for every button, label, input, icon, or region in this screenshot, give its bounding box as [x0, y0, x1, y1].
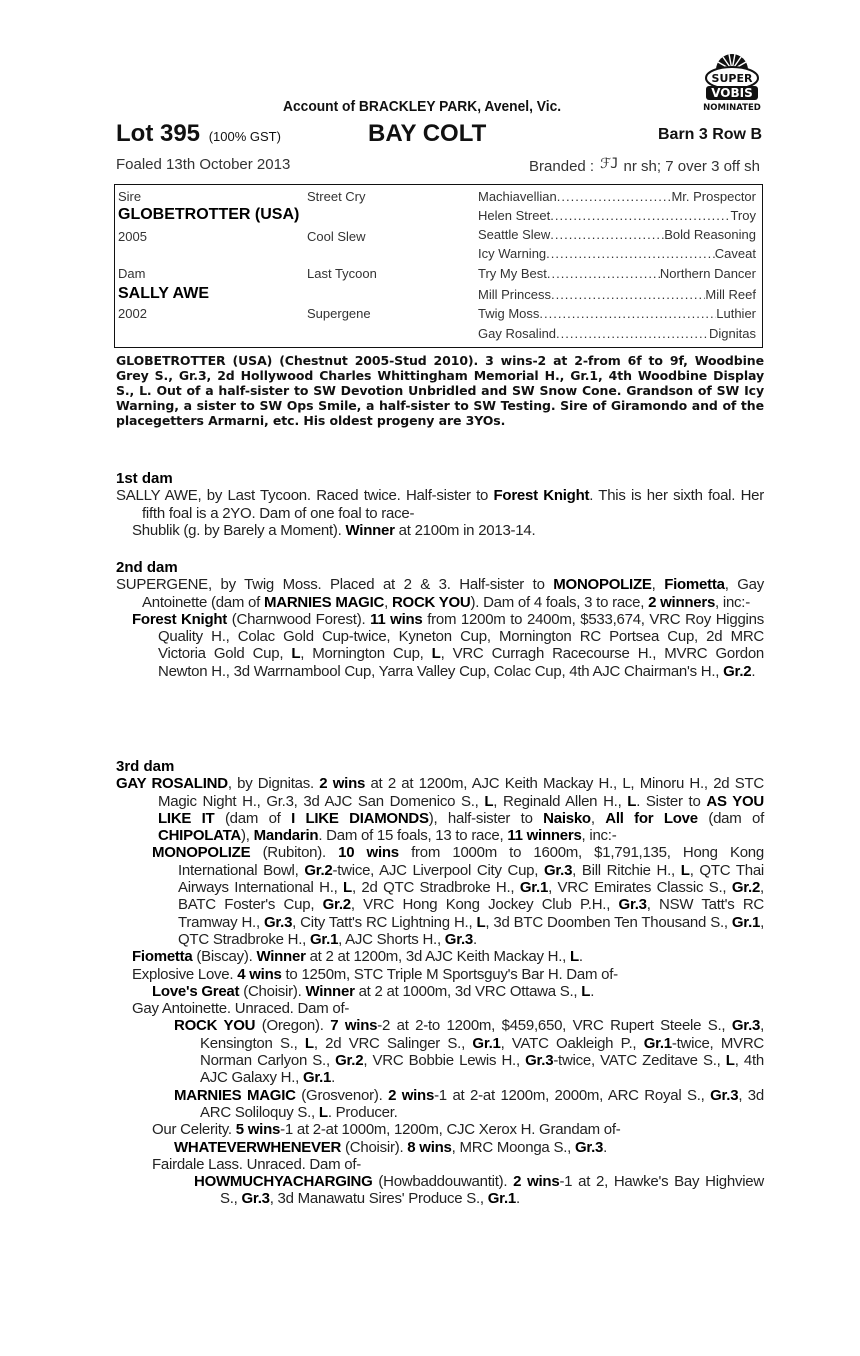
text-run: , inc:- [715, 593, 750, 611]
text-run-bold: Gr.1 [731, 913, 761, 931]
leader-dots [550, 208, 730, 223]
text-run: at 2 at 1200m, AJC Keith Mackay H., L, Minoru H., 2d STC Magic Night H., Gr.3, 3d AJC San Domenico S., [158, 775, 764, 810]
text-run: . [472, 930, 477, 948]
progeny-entry: Gay Antoinette. Unraced. Dam of- [132, 1000, 350, 1018]
section-heading: 3rd dam [116, 758, 175, 775]
leader-dots [551, 287, 705, 302]
progeny-entry [116, 611, 764, 680]
text-run-bold: Forest Knight [493, 487, 590, 505]
ancestor-right: Caveat [714, 246, 756, 261]
text-run: (Charnwood Forest). [227, 610, 371, 628]
text-run: -2 at 2-to 1200m, $459,650, VRC Rupert Steele S., [377, 1017, 732, 1035]
dam-sire: Last Tycoon [307, 266, 377, 281]
text-run: , 2d VRC Salinger S., [313, 1034, 473, 1052]
text-run: Our Celerity. [152, 1121, 236, 1139]
text-run: , 3d BTC Doomben Ten Thousand S., [485, 913, 732, 931]
ancestor-row [478, 208, 756, 223]
progeny-entry [116, 1139, 764, 1156]
badge-nominated-text: NOMINATED [703, 103, 761, 112]
text-run: , [590, 809, 606, 827]
leader-dots [550, 227, 664, 242]
section-heading: 1st dam [116, 470, 173, 487]
text-run-bold: Gr.1 [309, 930, 339, 948]
text-run: Shublik (g. by Barely a Moment). [132, 521, 346, 539]
text-run: to 1250m, STC Triple M Sportsguy's Bar H. Dam of- [281, 965, 618, 983]
text-run: , 2d QTC Stradbroke H., [351, 879, 520, 897]
text-run-bold: MARNIES MAGIC [174, 1086, 296, 1104]
section-heading: 2nd dam [116, 559, 178, 576]
dam-paragraph [116, 775, 764, 844]
text-run-bold: Gr.1 [643, 1034, 672, 1052]
text-run: , VRC Emirates Classic S., [548, 879, 732, 897]
ancestor-left: Machiavellian [478, 189, 557, 204]
ancestor-row [478, 266, 756, 281]
text-run-bold: CHIPOLATA [158, 827, 242, 845]
text-run: , by Dignitas. [227, 775, 320, 793]
sire-year: 2005 [118, 229, 147, 244]
text-run: , VATC Oakleigh P., [500, 1034, 644, 1052]
dam-year: 2002 [118, 306, 147, 321]
text-run: , 4th AJC Galaxy H., [200, 1052, 764, 1087]
text-run: , VRC Curragh Racecourse H., MVRC Gordon Newton H., 3d Warrnambool Cup, Yarra Valley Cup, Colac Cup, 4th AJC Chairman's H., [158, 645, 765, 680]
ancestor-row [478, 189, 756, 204]
text-run-bold: Winner [256, 948, 306, 966]
text-run-bold: 2 winners [648, 593, 716, 611]
text-run: (Grosvenor). [295, 1086, 389, 1104]
ancestor-row [478, 326, 756, 341]
text-run: , QTC Stradbroke H., [178, 913, 764, 948]
text-run: SALLY AWE, by Last Tycoon. Raced twice. Half-sister to [116, 487, 494, 505]
ancestor-row [478, 246, 756, 261]
text-run: , VRC Bobbie Lewis H., [363, 1052, 526, 1070]
progeny-entry [116, 1087, 764, 1122]
text-run-bold: L [569, 948, 579, 966]
text-run: , VRC Hong Kong Jockey Club P.H., [350, 896, 619, 914]
text-run: ), half-sister to [428, 809, 544, 827]
text-run: at 2 at 1200m, 3d AJC Keith Mackay H., [305, 948, 570, 966]
progeny-entry [116, 844, 764, 948]
text-run: from 1000m to 1600m, $1,791,135, Hong Kong International Bowl, [178, 844, 764, 879]
badge-super-text: SUPER [711, 72, 753, 85]
text-run-bold: L [304, 1034, 314, 1052]
text-run-bold: Gr.3 [710, 1086, 739, 1104]
text-run-bold: Gr.2 [304, 861, 333, 879]
text-run-bold: Gr.1 [519, 879, 549, 897]
ancestor-right: Mr. Prospector [671, 189, 756, 204]
text-run: , [651, 576, 665, 594]
text-run: , BATC Foster's Cup, [178, 879, 764, 914]
text-run-bold: L [476, 913, 486, 931]
ancestor-left: Icy Warning [478, 246, 547, 261]
text-run: . [331, 1069, 336, 1087]
text-run: . [603, 1138, 608, 1156]
barn-location: Barn 3 Row B [657, 126, 762, 143]
sire-dam: Cool Slew [307, 229, 366, 244]
gst-note: (100% GST) [208, 129, 281, 144]
text-run-bold: 8 wins [407, 1138, 452, 1156]
text-run-bold: 2 wins [319, 775, 366, 793]
text-run: , Mornington Cup, [300, 645, 432, 663]
foaled-date: Foaled 13th October 2013 [116, 156, 291, 173]
progeny-entry [116, 522, 764, 539]
text-run: (dam of [697, 809, 764, 827]
ancestor-left: Try My Best [478, 266, 547, 281]
sire-name: GLOBETROTTER (USA) [118, 206, 300, 223]
text-run-bold: L [627, 792, 637, 810]
third-dam-section [116, 758, 764, 1208]
text-run: , Bill Ritchie H., [572, 861, 681, 879]
text-run-bold: Gr.3 [525, 1052, 554, 1070]
ancestor-left: Mill Princess [478, 287, 551, 302]
text-run-bold: Gr.3 [241, 1190, 270, 1208]
text-run: SUPERGENE, by Twig Moss. Placed at 2 & 3. Half-sister to [116, 576, 554, 594]
ancestor-right: Northern Dancer [659, 266, 756, 281]
text-run-bold: Fiometta [132, 948, 193, 966]
text-run-bold: 10 wins [338, 844, 399, 862]
text-run-bold: Naisko [543, 809, 591, 827]
text-run: -twice, MVRC Norman Carlyon S., [200, 1034, 765, 1070]
text-run-bold: Gr.3 [543, 861, 573, 879]
text-run-bold: 4 wins [237, 965, 282, 983]
ancestor-right: Mill Reef [705, 287, 756, 302]
ancestor-right: Troy [730, 208, 756, 223]
text-run-bold: L [318, 1103, 328, 1121]
text-run-bold: 7 wins [330, 1017, 378, 1035]
text-run: . [590, 982, 595, 1000]
text-run-bold: WHATEVERWHENEVER [174, 1138, 342, 1156]
branded-info [529, 156, 760, 175]
badge-vobis-text: VOBIS [711, 86, 753, 100]
pedigree-table [114, 184, 763, 348]
text-run-bold: Gr.3 [618, 896, 647, 914]
text-run: . [578, 948, 583, 966]
leader-dots [556, 326, 709, 341]
text-run-bold: MONOPOLIZE [152, 844, 251, 862]
leader-dots [547, 266, 660, 281]
text-run: (Choisir). [341, 1138, 408, 1156]
text-run: . [515, 1190, 520, 1208]
leader-dots [546, 246, 715, 261]
dam-paragraph [116, 487, 764, 522]
text-run: (Oregon). [255, 1017, 331, 1035]
text-run-bold: Gr.2 [335, 1052, 364, 1070]
text-run: -twice, VATC Zeditave S., [553, 1052, 726, 1070]
text-run-bold: L [484, 792, 494, 810]
text-run-bold: Gr.3 [574, 1138, 604, 1156]
progeny-entry: Fairdale Lass. Unraced. Dam of- [152, 1155, 362, 1173]
text-run-bold: Gr.3 [731, 1017, 761, 1035]
ancestor-left: Helen Street [478, 208, 551, 223]
text-run-bold: 11 wins [370, 610, 423, 628]
text-run: , QTC Thai Airways International H., [178, 861, 765, 897]
progeny-entry [116, 983, 764, 1000]
ancestor-left: Seattle Slew [478, 227, 551, 242]
text-run: -twice, AJC Liverpool City Cup, [332, 861, 544, 879]
text-run-bold: MONOPOLIZE [553, 576, 652, 594]
text-run-bold: Love's Great [152, 982, 240, 1000]
text-run-bold: L [431, 645, 441, 663]
text-run: , AJC Shorts H., [338, 930, 445, 948]
text-run: -1 at 2-at 1000m, 1200m, CJC Xerox H. Grandam of- [280, 1121, 621, 1139]
second-dam-section [116, 559, 764, 680]
dam-paragraph [116, 576, 764, 611]
text-run: (Choisir). [239, 982, 306, 1000]
leader-dots [539, 306, 716, 321]
sire-label: Sire [118, 189, 142, 204]
text-run-bold: Gr.2 [731, 879, 761, 897]
progeny-entry [116, 966, 764, 983]
text-run: from 1200m to 2400m, $533,674, VRC Roy Higgins Quality H., Colac Gold Cup-twice, Kyneton Cup, Mornington RC Portsea Cup, 2d MRC Victoria Gold Cup, [158, 610, 764, 663]
text-run: , MRC Moonga S., [451, 1138, 575, 1156]
text-run: (dam of [214, 809, 292, 827]
dam-label: Dam [118, 266, 146, 281]
text-run-bold: ROCK YOU [391, 593, 471, 611]
text-run: (Biscay). [192, 948, 257, 966]
text-run-bold: L [581, 982, 591, 1000]
leader-dots [557, 189, 672, 204]
text-run: -1 at 2-at 1200m, 2000m, ARC Royal S., [434, 1086, 711, 1104]
ancestor-right: Dignitas [709, 326, 756, 341]
ancestor-row [478, 227, 756, 242]
text-run-bold: Gr.1 [302, 1069, 332, 1087]
text-run: at 2100m in 2013-14. [394, 521, 536, 539]
text-run-bold: 5 wins [235, 1121, 281, 1139]
text-run: , 3d ARC Soliloquy S., [200, 1086, 764, 1121]
progeny-entry [116, 948, 764, 965]
branded-label: Branded : [529, 158, 595, 175]
text-run-bold: Winner [305, 982, 355, 1000]
horse-description: BAY COLT [368, 120, 487, 147]
text-run: , NSW Tatt's RC Tramway H., [178, 896, 765, 931]
dam-dam: Supergene [307, 306, 371, 321]
text-run: . Producer. [327, 1103, 398, 1121]
text-run-bold: HOWMUCHYACHARGING [194, 1173, 373, 1191]
dam-name: SALLY AWE [118, 285, 209, 302]
text-run-bold: 2 wins [388, 1086, 435, 1104]
text-run: , City Tatt's RC Lightning H., [292, 913, 477, 931]
text-run: , Kensington S., [200, 1017, 764, 1052]
text-run: , [384, 593, 392, 611]
text-run-bold: L [725, 1052, 735, 1070]
text-run: ). Dam of 4 foals, 3 to race, [470, 593, 649, 611]
ancestor-row [478, 287, 756, 302]
progeny-entry [116, 1173, 764, 1208]
text-run-bold: Gr.3 [444, 930, 473, 948]
ancestor-row [478, 306, 756, 321]
text-run-bold: Gr.2 [322, 896, 351, 914]
ancestor-right: Luthier [716, 306, 756, 321]
vendor-account: Account of BRACKLEY PARK, Avenel, Vic. [283, 98, 562, 115]
text-run: Explosive Love. [132, 965, 238, 983]
text-run-bold: Gr.3 [263, 913, 293, 931]
text-run: at 2 at 1000m, 3d VRC Ottawa S., [354, 982, 582, 1000]
text-run: . Sister to [636, 792, 707, 810]
text-run: ), [241, 827, 254, 845]
text-run: . [751, 662, 756, 680]
text-run-bold: Gr.1 [472, 1034, 501, 1052]
text-run-bold: Winner [345, 521, 395, 539]
text-run-bold: AS YOU LIKE IT [158, 792, 764, 827]
super-vobis-nominated-badge [696, 46, 768, 112]
text-run: . This is her sixth foal. Her fifth foal is a 2YO. Dam of one foal to race- [142, 487, 764, 522]
text-run-bold: 11 winners [507, 827, 582, 845]
text-run-bold: L [343, 879, 352, 897]
lot-number [116, 120, 281, 148]
text-run-bold: GAY ROSALIND [116, 775, 228, 793]
brand-mark-icon: ℱJ [600, 156, 618, 172]
text-run-bold: Mandarin [253, 827, 319, 845]
ancestor-right: Bold Reasoning [664, 227, 756, 242]
text-run-bold: I LIKE DIAMONDS [291, 809, 429, 827]
text-run-bold: 2 wins [513, 1173, 560, 1191]
text-run: , Reginald Allen H., [493, 792, 628, 810]
branded-detail: nr sh; 7 over 3 off sh [623, 158, 760, 175]
sire-sire: Street Cry [307, 189, 366, 204]
text-run-bold: Forest Knight [132, 610, 228, 628]
text-run-bold: Gr.2 [723, 662, 752, 680]
text-run: (Howbaddouwantit). [372, 1173, 514, 1191]
ancestor-left: Gay Rosalind [478, 326, 557, 341]
text-run: , inc:- [581, 827, 617, 845]
progeny-entry [116, 1121, 764, 1138]
text-run-bold: L [680, 861, 690, 879]
text-run: , Gay Antoinette (dam of [142, 576, 764, 611]
text-run-bold: ROCK YOU [174, 1017, 256, 1035]
progeny-entry [116, 1017, 764, 1086]
text-run-bold: Gr.1 [487, 1190, 516, 1208]
text-run-bold: Fiometta [664, 576, 725, 594]
text-run: , 3d Manawatu Sires' Produce S., [269, 1190, 488, 1208]
first-dam-section [116, 470, 764, 539]
lot-label: Lot 395 [116, 120, 201, 147]
text-run-bold: All for Love [605, 809, 698, 827]
text-run: (Rubiton). [250, 844, 339, 862]
text-run: . Dam of 15 foals, 13 to race, [318, 827, 508, 845]
text-run-bold: MARNIES MAGIC [264, 593, 385, 611]
text-run: -1 at 2, Hawke's Bay Highview S., [220, 1173, 764, 1208]
lot-line [116, 120, 764, 148]
text-run-bold: L [291, 645, 301, 663]
ancestor-left: Twig Moss [478, 306, 540, 321]
sire-summary: GLOBETROTTER (USA) (Chestnut 2005-Stud 2010). 3 wins-2 at 2-from 6f to 9f, Woodbine Grey S., Gr.3, 2d Hollywood Charles Whittingham Memorial H., Gr.1, 4th Woodbine Display S., L. Out of a half-sister to SW Devotion Unbridled and SW Snow Cone. Grandson of SW Icy Warning, a sister to SW Ops Smile, a half-sister to SW Testing. Sire of Giramondo and of the placegetters Armarni, etc. His oldest progeny are 3YOs. [116, 353, 764, 428]
